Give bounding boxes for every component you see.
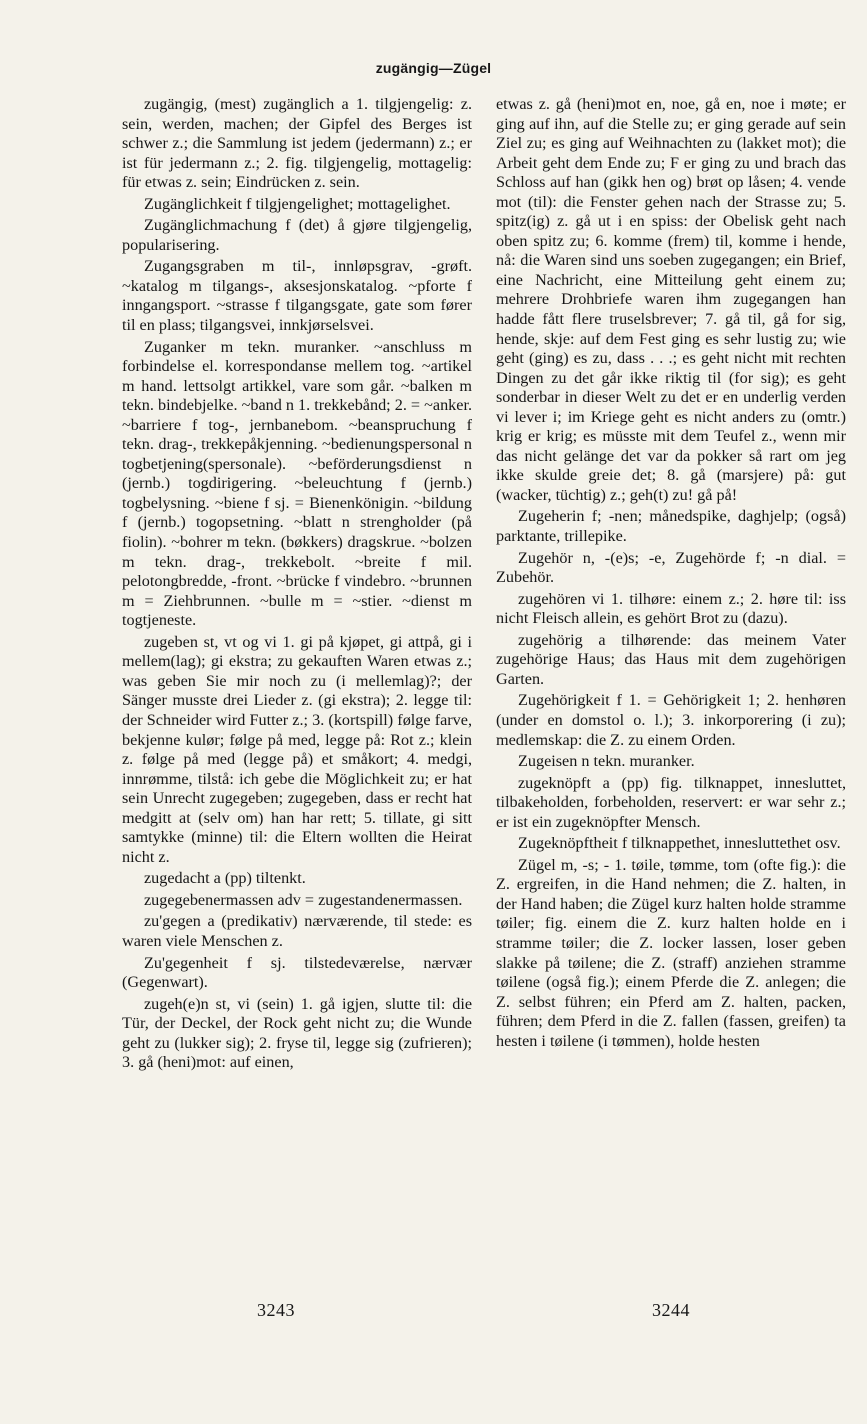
entry-zugeben: zugeben st, vt og vi 1. gi på kjøpet, gi attpå, gi i mellem(lag); gi ekstra; zu gekauften Waren etwas z.; was geben Sie mir noch zu (i mellemlag)?; der Sänger musste drei Lieder z. (gi ekstra); 2. legge til: der Schneider wird Futter z.; 3. (kortspill) følge farve, bekjenne kulør; følge på med, legge på: Rot z.; klein z. følge på med (legge på) et småkort; 4. medgi, innrømme, tilstå: ich gebe die Möglichkeit zu; er hat sein Unrecht zugegeben; zugegeben, dass er recht hat medgitt at (selv om) han har rett; 5. tillate, gi sitt samtykke (minne) til: die Eltern wollten die Heirat nicht z. [122,632,472,866]
page-number-left: 3243 [257,1300,295,1320]
entry-zugehoerigkeit: Zugehörigkeit f 1. = Gehörigkeit 1; 2. henhøren (under en domstol o. l.); 3. inkorporering (i zu); medlemskap: die Z. zu einem Orden. [496,691,846,749]
entry-zugehen-continued: etwas z. gå (heni)mot en, noe, gå en, noe i møte; er ging auf ihn, auf die Stelle zu; er ging gerade auf sein Ziel zu; es ging auf Weihnachten zu (lakket mot); die Arbeit geht dem Ende zu; F er ging zu und brach das Schloss auf han (gikk hen og) brøt op låsen; 4. vende mot (til): die Fenster gehen nach der Strasse zu; 5. spitz(ig) z. gå ut i en spiss: der Obelisk geht nach oben spitz zu; 6. komme (frem) til, komme i hende, nå: die Waren sind uns soeben zugegangen; ein Brief, eine Nachricht, eine Mitteilung geht einem zu; mehrere Drohbriefe waren ihm zugegangen han hadde fått flere truselsbrever; 7. gå til, gå for sig, hende, skje: auf dem Fest ging es sehr lustig zu; wie geht (ging) es zu, dass . . .; es geht nicht mit rechten Dingen zu det går ikke riktig til (for sig); es geht sonderbar in dieser Welt zu det er en underlig verden vi lever i; im Kriege geht es nicht anders zu (omtr.) krig er krig; es müsste mit dem Teufel z., wenn mir das nicht gelänge det var da pokker så rart om jeg ikke skulde greie det; 8. gå (marsjere) på: gut (wacker, tüchtig) z.; geh(t) zu! gå på! [496,95,846,504]
entry-zugaengig: zugängig, (mest) zugänglich a 1. tilgjengelig: z. sein, werden, machen; der Gipfel des Berges ist schwer z.; die Sammlung ist jedem (jedermann) z.; er ist für jedermann z.; 2. fig. tilgjengelig, mottagelig: für etwas z. sein; Eindrücken z. sein. [122,95,472,192]
entry-zugedacht: zugedacht a (pp) tiltenkt. [144,869,306,888]
right-column [496,95,846,1290]
entry-zugehen: zugeh(e)n st, vi (sein) 1. gå igjen, slutte til: die Tür, der Deckel, der Rock geht nicht zu; die Wunde geht zu (lukker sig); 2. fryse til, legge sig (zufrieren); 3. gå (heni)mot: auf einen, [122,994,472,1072]
entry-zugeherin: Zugeherin f; -nen; månedspike, daghjelp; (også) parktante, trillepike. [496,507,846,546]
entry-zugaenglichkeit: Zugänglichkeit f tilgjengelighet; mottagelighet. [144,194,451,213]
entry-zugegen: zu'gegen a (predikativ) nærværende, til stede: es waren viele Menschen z. [122,912,472,950]
entry-zugeknoepft: zugeknöpft a (pp) fig. tilknappet, innesluttet, tilbakeholden, forbeholden, reservert: er war sehr z.; er ist ein zugeknöpfter Mensch. [496,773,846,831]
page-header: zugängig—Zügel [375,60,492,76]
entry-zuegel: Zügel m, -s; - 1. tøile, tømme, tom (ofte fig.): die Z. ergreifen, in die Hand nehmen; die Z. halten, in der Hand haben; die Zügel kurz halten holde stramme tøiler; fig. einem die Z. kurz halten holde en i stramme tøiler; die Z. locker lassen, loser geben slakke på tøilene; die Z. (straff) anziehen stramme tøilene (også fig.); einem Pferde die Z. anlegen; die Z. selbst führen; ein Pferd am Z. halten, packen, führen; dem Pferd in die Z. fallen (fassen, greifen) ta hesten i tøilene (i tømmen), holde hesten [496,855,846,1050]
entry-zugehoer: Zugehör n, -(e)s; -e, Zugehörde f; -n dial. = Zubehör. [496,548,846,587]
entry-zugeisen: Zugeisen n tekn. muranker. [518,752,695,771]
page-number-right: 3244 [652,1300,690,1320]
entry-zugangsgraben: Zugangsgraben m til-, innløpsgrav, -grøft. ~katalog m tilgangs-, aksesjonskatalog. ~pforte f inngangsport. ~strasse f tilgangsgate, gate som fører til en plass; tilgangsvei, innkjørselsvei. [122,257,472,335]
entry-zuganker: Zuganker m tekn. muranker. ~anschluss m forbindelse el. korrespondanse mellem tog. ~artikel m hand. lettsolgt artikkel, vare som går. ~balken m tekn. bindebjelke. ~band n 1. trekkebånd; 2. = ~anker. ~barriere f tog-, jernbanebom. ~beanspruchung f tekn. drag-, trekkepåkjenning. ~bedienungspersonal n togbetjening(spersonale). ~beförderungsdienst n (jernb.) togdirigering. ~beleuchtung f (jernb.) togbelysning. ~biene f sj. = Bienenkönigin. ~bildung f (jernb.) togopsetning. ~blatt n strengholder (på fiolin). ~bohrer m tekn. (bøkkers) dragskrue. ~bolzen m tekn. drag-, trekkebolt. ~breite f mil. pelotongbredde, -front. ~brücke f vindebro. ~brunnen m = Ziehbrunnen. ~bulle m = ~stier. ~dienst m togtjeneste. [122,337,472,630]
entry-zugeknoepftheit: Zugeknöpftheit f tilknappethet, innesluttethet osv. [518,834,841,853]
entry-zugaenglichmachung: Zugänglichmachung f (det) å gjøre tilgjengelig, popularisering. [122,216,472,254]
entry-zugehoerig: zugehörig a tilhørende: das meinem Vater zugehörige Haus; das Haus mit dem zugehörigen Garten. [496,630,846,688]
entry-zugegenheit: Zu'gegenheit f sj. tilstedeværelse, nærvær (Gegenwart). [122,953,472,992]
left-column [122,95,472,1290]
entry-zugegebenermassen: zugegebenermassen adv = zugestandenermassen. [144,890,463,909]
entry-zugehoeren: zugehören vi 1. tilhøre: einem z.; 2. høre til: iss nicht Fleisch allein, es gehört Brot zu (dazu). [496,589,846,628]
